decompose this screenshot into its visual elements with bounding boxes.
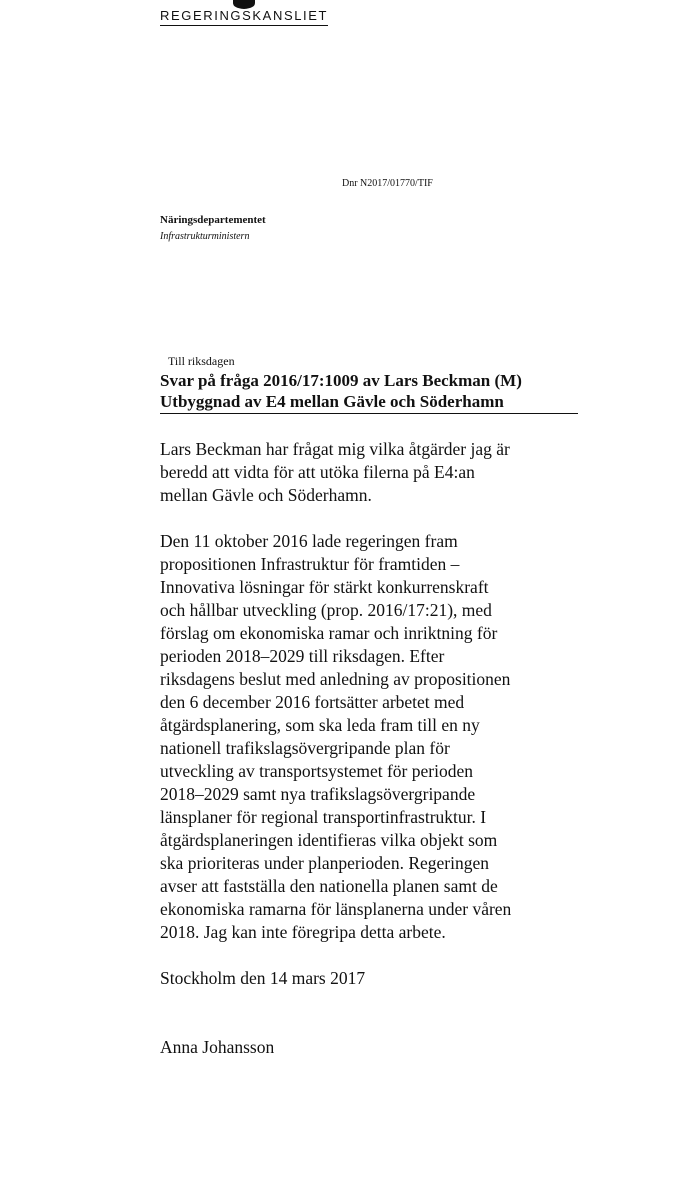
title-line: Utbyggnad av E4 mellan Gävle och Söderhamn	[160, 392, 504, 411]
document-title	[160, 370, 578, 414]
text-line: åtgärdsplanering, som ska leda fram till en ny	[160, 715, 480, 735]
reference-number: Dnr N2017/01770/TIF	[342, 178, 433, 189]
document-body	[160, 438, 580, 1059]
place-and-date: Stockholm den 14 mars 2017	[160, 968, 366, 988]
text-line: 2018–2029 samt nya trafikslagsövergripande	[160, 784, 476, 804]
text-line: 2018. Jag kan inte föregripa detta arbete.	[160, 922, 446, 942]
body-paragraph	[160, 530, 580, 944]
body-paragraph	[160, 438, 580, 507]
text-line: åtgärdsplaneringen identifieras vilka objekt som	[160, 830, 498, 850]
logo-text: REGERINGSKANSLIET	[160, 8, 329, 23]
text-line: Innovativa lösningar för stärkt konkurrenskraft	[160, 577, 489, 597]
text-line: förslag om ekonomiska ramar och inriktning för	[160, 623, 498, 643]
signature-name: Anna Johansson	[160, 1037, 275, 1057]
text-line: avser att fastställa den nationella planen samt de	[160, 876, 498, 896]
text-line: propositionen Infrastruktur för framtiden –	[160, 554, 460, 574]
logo-divider	[160, 25, 328, 26]
ministry-name: Infrastrukturministern	[160, 231, 250, 242]
text-line: och hållbar utveckling (prop. 2016/17:21), med	[160, 600, 492, 620]
text-line: den 6 december 2016 fortsätter arbetet med	[160, 692, 465, 712]
text-line: ska prioriteras under planperioden. Regeringen	[160, 853, 489, 873]
text-line: ekonomiska ramarna för länsplanerna under våren	[160, 899, 512, 919]
text-line: Lars Beckman har frågat mig vilka åtgärder jag är	[160, 439, 510, 459]
regeringskansliet-logo	[160, 0, 328, 30]
text-line: perioden 2018–2029 till riksdagen. Efter	[160, 646, 445, 666]
title-line: Svar på fråga 2016/17:1009 av Lars Beckman (M)	[160, 371, 522, 390]
text-line: utveckling av transportsystemet för perioden	[160, 761, 473, 781]
text-line: Den 11 oktober 2016 lade regeringen fram	[160, 531, 458, 551]
text-line: nationell trafikslagsövergripande plan för	[160, 738, 450, 758]
text-line: riksdagens beslut med anledning av propositionen	[160, 669, 511, 689]
recipient-label: Till riksdagen	[168, 354, 235, 368]
text-line: länsplaner för regional transportinfrastruktur. I	[160, 807, 487, 827]
department-name: Näringsdepartementet	[160, 214, 266, 226]
text-line: beredd att vidta för att utöka filerna på E4:an	[160, 462, 475, 482]
text-line: mellan Gävle och Söderhamn.	[160, 485, 372, 505]
